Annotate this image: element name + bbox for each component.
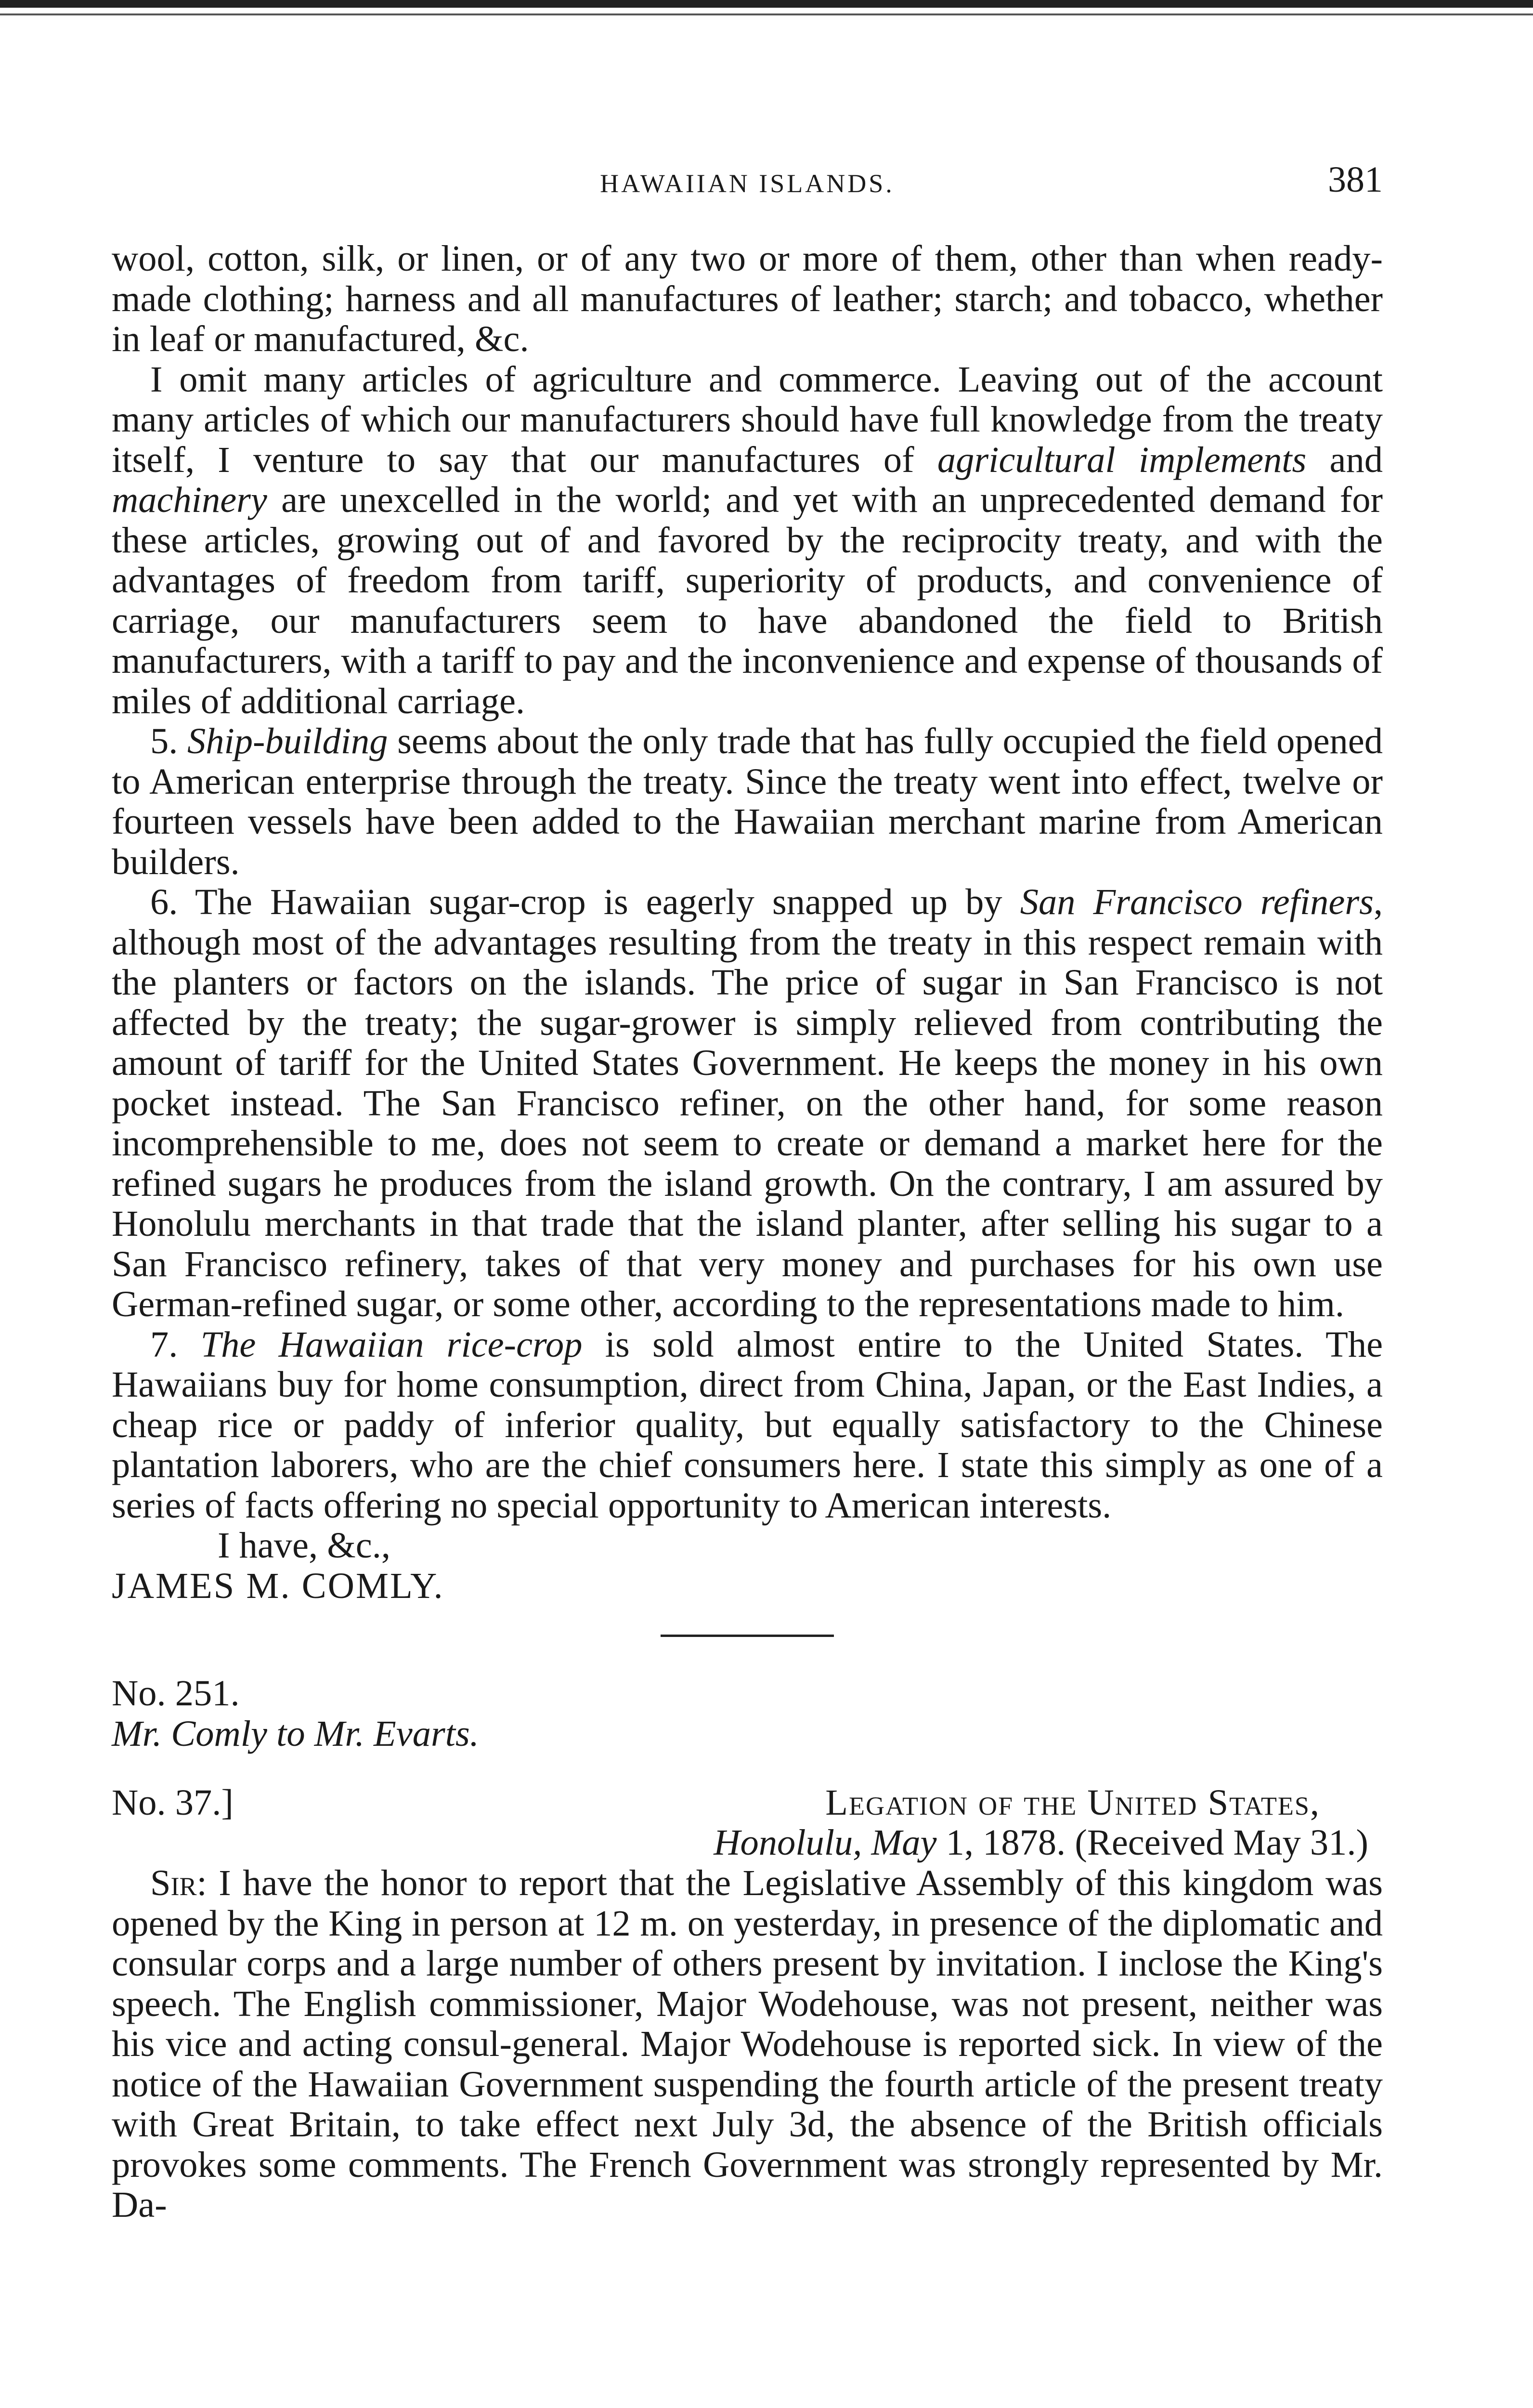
emphasis-text: The Hawaiian rice-crop — [200, 1323, 583, 1365]
letter-salutation: Sir — [150, 1862, 197, 1903]
place-and-date — [714, 1822, 1368, 1863]
divider-rule — [661, 1635, 834, 1637]
dispatch-number: No. 37.] — [112, 1782, 234, 1823]
emphasis-text: agricultural implements — [937, 439, 1307, 480]
letter-body — [112, 1863, 1383, 2225]
paragraph-ship-building — [112, 721, 1383, 882]
emphasis-text: machinery — [112, 479, 267, 520]
paragraph-text: I omit many articles of agriculture and commerce. Leaving out of the account many articles of which our manufacturers should have full knowledge from the treaty itself, I venture to say that our manufactures of — [112, 358, 1383, 480]
legation-heading: Legation of the United States, — [825, 1782, 1320, 1823]
page-header — [112, 159, 1383, 212]
closing-salutation: I have, &c., — [218, 1525, 390, 1566]
paragraph-text: wool, cotton, silk, or linen, or of any two or more of them, other than when ready-made clothing; harness and all manufactures of leather; starch; and tobacco, whether in leaf or manufactured, &c. — [112, 238, 1383, 359]
page-body — [112, 238, 1383, 2225]
running-head: HAWAIIAN ISLANDS. — [600, 169, 895, 198]
paragraph-manufactures — [112, 359, 1383, 721]
paragraph-text: , although most of the advantages resulting from the treaty in this respect remain with the planters or factors on the islands. The price of sugar in San Francisco is not affected by the treaty; the sugar-grower is simply relieved from contributing the amount of tariff for the United States Government. He keeps the money in his own pocket instead. The San Francisco refiner, on the other hand, for some reason incomprehensible to me, does not seem to create or demand a market here for the refined sugars he produces from the island growth. On the contrary, I am assured by Honolulu merchants in that trade that the island planter, after selling his sugar to a San Francisco refinery, takes of that very money and purchases for his own use German-refined sugar, or some other, according to the representations made to him. — [112, 881, 1383, 1324]
page-number: 381 — [1328, 159, 1383, 200]
signature: JAMES M. COMLY. — [112, 1565, 444, 1606]
paragraph-rice-crop — [112, 1324, 1383, 1526]
dateline — [112, 1782, 1383, 1863]
paragraph-text: 6. The Hawaiian sugar-crop is eagerly snapped up by — [150, 881, 1020, 922]
paragraph-text: are unexcelled in the world; and yet with an unprecedented demand for these articles, growing out of and favored by the reciprocity treaty, and with the advantages of freedom from tariff, superiority of products, and convenience of carriage, our manufacturers seem to have abandoned the field to British manufacturers, with a tariff to pay and the inconvenience and expense of thousands of miles of additional carriage. — [112, 479, 1383, 721]
paragraph-text: : I have the honor to report that the Legislative Assembly of this kingdom was opened by the King in person at 12 m. on yesterday, in presence of the diplomatic and consular corps and a large number of others present by invitation. I inclose the King's speech. The English commissioner, Major Wodehouse, was not present, neither was his vice and acting consul-general. Major Wodehouse is reported sick. In view of the notice of the Hawaiian Government suspending the fourth article of the present treaty with Great Britain, to take effect next July 3d, the absence of the British officials provokes some comments. The French Government was strongly represented by Mr. Da- — [112, 1862, 1383, 2225]
paragraph-number: 5. — [150, 720, 187, 761]
paragraph-continuation — [112, 238, 1383, 359]
place-text: Honolulu, May — [714, 1822, 937, 1863]
emphasis-text: San Francisco refiners — [1020, 881, 1374, 922]
section-divider — [112, 1606, 1383, 1673]
paragraph-sugar-crop — [112, 882, 1383, 1324]
date-text: 1, 1878. (Received May 31.) — [936, 1822, 1368, 1863]
paragraph-text: seems about the only trade that has fully occupied the field opened to American enterprise through the treaty. Since the treaty went into effect, twelve or fourteen vessels have been added to the Hawaiian merchant marine from American builders. — [112, 720, 1383, 882]
top-border-rule — [0, 0, 1533, 8]
paragraph-number: 7. — [150, 1323, 201, 1365]
document-number: No. 251. — [112, 1673, 240, 1714]
paragraph-text: and — [1306, 439, 1383, 480]
paragraph-text: is sold almost entire to the United States. The Hawaiians buy for home consumption, direct from China, Japan, or the East Indies, a cheap rice or paddy of inferior quality, but equally satisfactory to the Chinese plantation laborers, who are the chief consumers here. I state this simply as one of a series of facts offering no special opportunity to American interests. — [112, 1323, 1383, 1526]
emphasis-text: Ship-building — [187, 720, 388, 761]
top-border-rule-thin — [0, 13, 1533, 15]
document-title: Mr. Comly to Mr. Evarts. — [112, 1713, 479, 1754]
